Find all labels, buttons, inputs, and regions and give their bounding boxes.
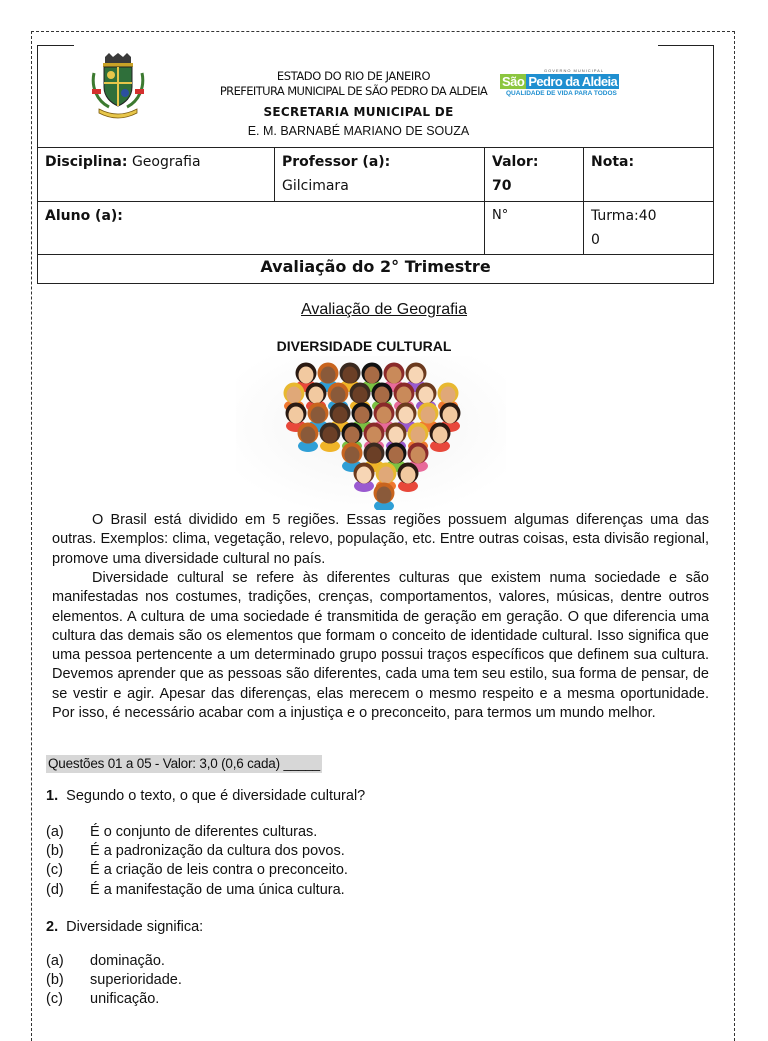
person-face-icon [398, 463, 419, 493]
student-info-table [37, 147, 714, 255]
school-name: E. M. BARNABÉ MARIANO DE SOUZA [247, 124, 470, 138]
state-name: ESTADO DO RIO DE JANEIRO [276, 69, 431, 83]
option-1d[interactable]: (d) É a manifestação de uma única cultura. [46, 881, 345, 898]
aluno-cell[interactable]: Aluno (a): [38, 202, 485, 255]
municipal-brand-logo: GOVERNO MUNICIPAL São Pedro da Aldeia QUALIDADE DE VIDA PARA TODOS [502, 68, 618, 97]
secretariat-name: SECRETARIA MUNICIPAL DE [263, 105, 454, 119]
person-face-icon [320, 423, 341, 453]
question-1-options [46, 823, 348, 900]
question-2-options [46, 952, 182, 1010]
disciplina-value: Geografia [131, 154, 201, 170]
person-face-icon [374, 483, 395, 511]
school-header [37, 45, 714, 147]
option-2c[interactable]: (c) unificação. [46, 991, 160, 1008]
professor-cell: Professor (a): Gilcimara [275, 148, 485, 202]
option-1b[interactable]: (b) É a padronização da cultura dos povos. [46, 843, 345, 860]
paragraph-1: O Brasil está dividido em 5 regiões. Essas regiões possuem algumas diferenças uma das outras. Exemplos: clima, vegetação, relevo, população, etc. Entre outras coisas, esta divisão regional, promove uma diversidade cultural no país. [52, 512, 709, 567]
person-face-icon [298, 423, 319, 453]
disciplina-cell: Disciplina: Geografia [38, 148, 275, 202]
professor-value: Gilcimara [282, 178, 349, 194]
option-1c[interactable]: (c) É a criação de leis contra o preconceito. [46, 862, 348, 879]
section-title: DIVERSIDADE CULTURAL [276, 338, 452, 354]
valor-cell: Valor: 70 [485, 148, 584, 202]
exam-title: Avaliação do 2° Trimestre [37, 254, 714, 284]
paragraph-2: Diversidade cultural se refere às diferentes culturas que existem numa sociedade e são manifestadas nos costumes, tradições, crenças, comportamentos, valores, músicas, dentre outros elementos. A cultura de uma sociedade é transmitida de geração em geração. O que diferencia uma cultura das demais são os elementos que formam o conceito de identidade cultural. Isso significa que uma pessoa pertencente a um determinado grupo possui traços específicos que definem sua cultura. Devemos aprender que as pessoas são diferentes, cada uma tem seu estilo, sua forma de pensar, de se vestir e agir. Apesar das diferenças, elas merecem o mesmo respeito e a mesma oportunidade. Por isso, é necessário acabar com a injustiça e o preconceito, para termos um mundo melhor. [52, 570, 709, 722]
nota-cell[interactable]: Nota: [584, 148, 714, 202]
prefecture-name: PREFEITURA MUNICIPAL DE SÃO PEDRO DA ALDEIA [219, 84, 488, 98]
option-2a[interactable]: (a) dominação. [46, 953, 165, 969]
question-2: 2. Diversidade significa: [46, 919, 204, 935]
option-2b[interactable]: (b) superioridade. [46, 972, 182, 989]
questions-header: Questões 01 a 05 - Valor: 3,0 (0,6 cada) _____ [48, 756, 320, 771]
person-face-icon [430, 423, 451, 453]
option-1a[interactable]: (a) É o conjunto de diferentes culturas. [46, 824, 318, 840]
diverse-faces-brazil-map-illustration [236, 356, 506, 510]
exam-subtitle: Avaliação de Geografia [300, 301, 468, 318]
valor-value: 70 [492, 178, 512, 194]
turma-cell: Turma:40 0 [584, 202, 714, 255]
question-1: 1. Segundo o texto, o que é diversidade cultural? [46, 788, 366, 804]
numero-cell[interactable]: N° [485, 202, 584, 255]
person-face-icon [354, 463, 375, 493]
